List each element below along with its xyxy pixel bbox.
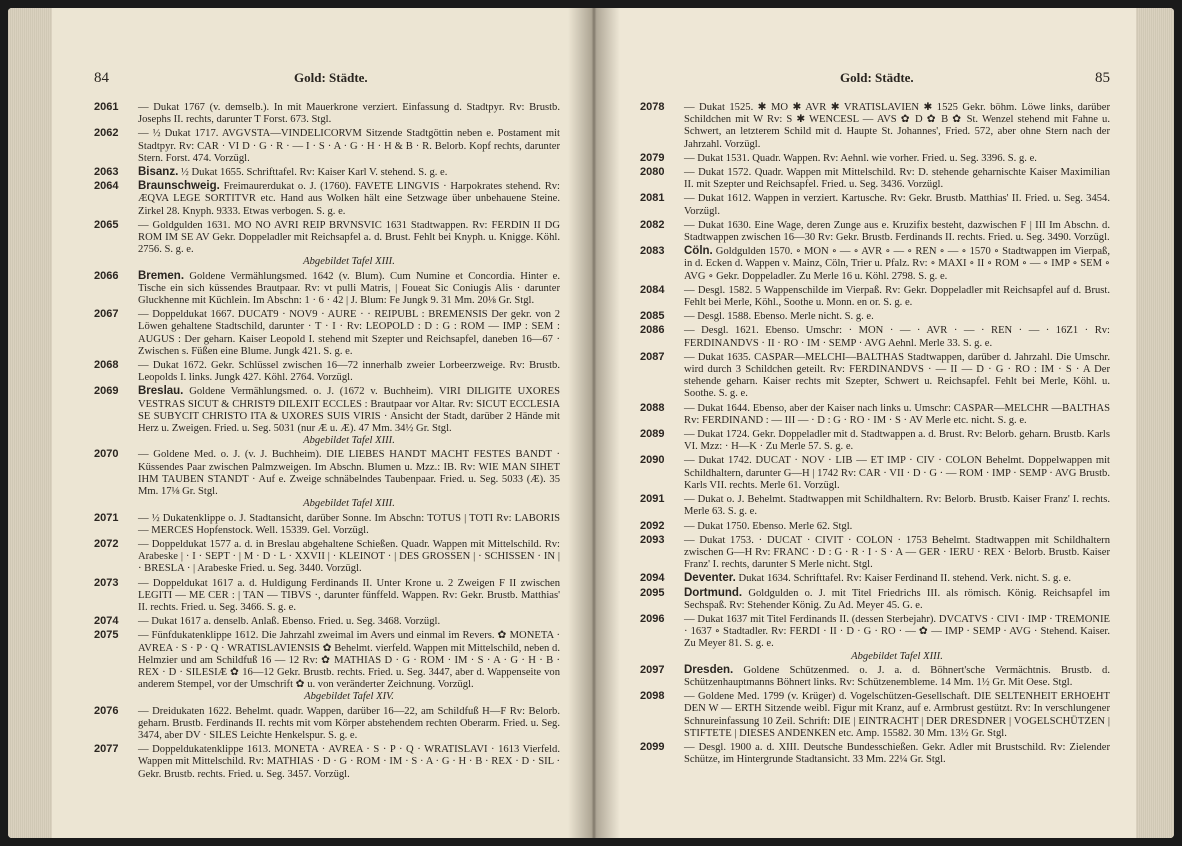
city-name: Bremen. [138, 269, 185, 282]
catalog-entry [94, 512, 560, 537]
catalog-entry [94, 219, 560, 269]
catalog-entry [94, 308, 560, 358]
lot-number: 2098 [640, 690, 665, 703]
catalog-entry [640, 351, 1110, 401]
lot-number: 2070 [94, 448, 119, 461]
lot-number: 2072 [94, 537, 119, 550]
lot-number: 2084 [640, 283, 665, 296]
lot-number: 2076 [94, 704, 119, 717]
lot-number: 2067 [94, 308, 119, 321]
lot-number: 2086 [640, 324, 665, 337]
catalog-entry [640, 428, 1110, 453]
catalog-entry [640, 520, 1110, 533]
lot-number: 2080 [640, 166, 665, 179]
lot-number: 2081 [640, 192, 665, 205]
catalog-entry [94, 180, 560, 218]
city-name: Cöln. [684, 245, 713, 258]
lot-number: 2062 [94, 127, 119, 140]
catalog-entry [94, 385, 560, 447]
lot-number: 2085 [640, 310, 665, 323]
lot-number: 2074 [94, 615, 119, 628]
entry-description: — Dukat o. J. Behelmt. Stadtwappen mit Schildhaltern. Rv: Belorb. Brustb. Kaiser Franz' I. rechts. Merle 63. S. g. e. [684, 494, 1110, 518]
catalog-entry [94, 448, 560, 510]
page-edges-right [1136, 8, 1174, 838]
entry-description: Goldene Vermählungsmed. o. J. (1672 v. Buchheim). VIRI DILIGITE UXORES VESTRAS SICUT & CHRIST9 DILEXIT ECCLES : Brautpaar vor Altar. Rv: SICUT ECCLESIA SE SUBYCIT CHRISTO ITA & UXORES SUIS VIRIS · Ansicht der Stadt, darüber 2 Hände mit Herz u. Zweigen. Fried. u. Seg. 5031 (nur Æ u. Æ). 47 Mm. 34½ Gr. Stgl. [138, 386, 560, 435]
catalog-entry [640, 664, 1110, 689]
lot-number: 2063 [94, 166, 119, 179]
catalog-entry [640, 219, 1110, 244]
entry-description: — Desgl. 1588. Ebenso. Merle nicht. S. g. e. [684, 311, 874, 323]
city-name: Dortmund. [684, 586, 743, 599]
entry-description: — Dukat 1767 (v. demselb.). In mit Mauerkrone verziert. Einfassung d. Stadtpyr. Rv: Brustb. Josephs II. rechts, darunter T Forst. 673. Stgl. [138, 102, 560, 126]
entry-description: — Doppeldukat 1667. DUCAT9 · NOV9 · AURE · · REIPUBL : BREMENSIS Der gekr. von 2 Löwen gehaltene Stadtschild, darunter · T · I · Rv: LEOPOLD : D : G : ROM — IMP : SEM : AUGUS : Der geharn. Kaiser Leopold I. stehend mit Szepter und Reichsapfel, daneben 16—67 · Zwischen s. Füßen eine Blume. Jungk 421. S. g. e. [138, 309, 560, 357]
lot-number: 2073 [94, 576, 119, 589]
left-page [8, 8, 594, 838]
entry-description: Dukat 1634. Schrifttafel. Rv: Kaiser Ferdinand II. stehend. Verk. nicht. S. g. e. [738, 573, 1071, 585]
catalog-entry [640, 284, 1110, 309]
catalog-entry [94, 538, 560, 576]
entry-description: — ½ Dukat 1717. AVGVSTA—VINDELICORVM Sitzende Stadtgöttin neben e. Postament mit Stadtpyr. Rv: CAR · VI D · G · R · — I · S · A · G · H · H & B · R. Belorb. Kopf rechts, darunter Stern. Forst. 474. Vorzügl. [138, 128, 560, 164]
entry-description: Goldene Vermählungsmed. 1642 (v. Blum). Cum Numine et Concordia. Hinter e. Tische ein sich küssendes Brautpaar. Rv: vt pulli Matris, | Foueat Sic Coniugis Alis · darunter Gluckhenne mit Küchlein. Im Abschn: 1 · 6 · 42 | J. Blum: Fe Jungk 9. 31 Mm. 20⅛ Gr. Stgl. [138, 270, 560, 307]
entry-description: — ½ Dukatenklippe o. J. Stadtansicht, darüber Sonne. Im Abschn: TOTUS | TOTI Rv: LABORIS — MERCES Hopfenstock. Well. 15339. Gel. Vorzügl. [138, 512, 560, 536]
plate-reference: Abgebildet Tafel XIII. [851, 650, 943, 662]
catalog-entry [640, 245, 1110, 283]
lot-number: 2061 [94, 101, 119, 113]
entry-description: Goldene Schützenmed. o. J. a. d. Böhnert'sche Vermächtnis. Brustb. d. Schützenhauptmanns Böhnert links. Rv: Schützenembleme. 14 Mm. 1½ Gr. Mit Oese. Stgl. [684, 664, 1110, 688]
right-page-number: 85 [1095, 70, 1110, 86]
book-spread [8, 8, 1174, 838]
entry-description: — Desgl. 1582. 5 Wappenschilde im Vierpaß. Rv: Gekr. Doppeladler mit Reichsapfel auf d. Brust. Fehlt bei Merle, Köhl., Soothe u. Monn. en or. S. g. e. [684, 284, 1110, 309]
lot-number: 2079 [640, 151, 665, 164]
lot-number: 2065 [94, 218, 119, 231]
entry-description: — Goldgulden 1631. MO NO AVRI REIP BRVNSVIC 1631 Stadtwappen. Rv: FERDIN II DG ROM IM SE AV Gekr. Doppeladler mit Reichsapfel a. d. Brust. Fehlt bei Knyph. u. Knigge. Köhl. 2756. S. g. e. [138, 219, 560, 256]
entry-description: — Fünfdukatenklippe 1612. Die Jahrzahl zweimal im Avers und einmal im Revers. ✿ MONETA · AVREA · S · P · Q · WRATISLAVIENSIS ✿ Behelmt. vierfeld. Wappen mit Mittelschild, neben d. Helmzier und am Schildfuß 16 — 12 Rv: ✿ MATHIAS D · G · ROM · IM · S · A · G · H · B · REX · D · SILESIÆ ✿ 16—12 Gekr. Brustb. rechts. Fried. u. Seg. 3447, aber d. Wappenseite von anderem Stempel, vor der Umschrift ✿ u. von veränderter Zeichnung. Vorzügl. [138, 630, 560, 691]
entry-description: ½ Dukat 1655. Schrifttafel. Rv: Kaiser Karl V. stehend. S. g. e. [180, 167, 448, 179]
catalog-entry [94, 166, 560, 179]
lot-number: 2078 [640, 101, 665, 113]
entry-description: — Dukat 1630. Eine Wage, deren Zunge aus e. Kruzifix besteht, dazwischen F | III Im Abschn. d. Stadtwappen zwischen 16—30 Rv: Gekr. Brustb. Ferdinands II. rechts. Fried. u. Seg. 3490. Vorzügl. [684, 219, 1110, 244]
city-name: Braunschweig. [138, 180, 220, 193]
lot-number: 2093 [640, 533, 665, 546]
catalog-entry [94, 270, 560, 308]
catalog-entry [94, 629, 560, 703]
lot-number: 2094 [640, 572, 665, 585]
entry-description: — Dukat 1742. DUCAT · NOV · LIB — ET IMP · CIV · COLON Behelmt. Doppelwappen mit Schildhaltern, darunter G—H | 1742 Rv: CAR · VII · D · G · — ROM · IMP · SEMP · AVG Brustb. Karls VII. rechts. Merle 61. Vorzügl. [684, 455, 1110, 491]
entry-description: Goldgulden 1570. ∘ MON ∘ — ∘ AVR ∘ — ∘ REN ∘ — ∘ 1570 ∘ Stadtwappen im Vierpaß, in d. Ecken d. Wappen v. Mainz, Cöln, Trier u. Pfalz. Rv: ∘ MAXI ∘ II ∘ ROM ∘ — ∘ IMP ∘ SEM ∘ AVG ∘ Gekr. Doppeladler. Zu Merle 16 u. Köhl. 2798. S. g. e. [684, 246, 1110, 282]
lot-number: 2088 [640, 401, 665, 414]
catalog-entry [640, 587, 1110, 612]
entry-description: — Dukat 1572. Quadr. Wappen mit Mittelschild. Rv: D. stehende geharnischte Kaiser Maximilian II. mit Szepter und Reichsapfel. Fried. u. Seg. 3436. Vorzügl. [684, 167, 1110, 191]
city-name: Deventer. [684, 572, 736, 585]
lot-number: 2087 [640, 350, 665, 363]
entry-description: — Dukat 1672. Gekr. Schlüssel zwischen 16—72 innerhalb zweier Lorbeerzweige. Rv: Brustb. Leopolds I. links. Jungk 427. Köhl. 2764. Vorzügl. [138, 360, 560, 384]
city-name: Bisanz. [138, 166, 179, 179]
catalog-entry [94, 577, 560, 615]
lot-number: 2064 [94, 180, 119, 193]
entry-description: Freimaurerdukat o. J. (1760). FAVETE LINGVIS · Harpokrates stehend. Rv: ÆQVA LEGE SORTITVR etc. Hand aus Wolken hält eine Setzwage über unbehauene Steine. Zirkel 28. Knyph. 9333. Etwas verbogen. S. g. e. [138, 181, 560, 217]
catalog-entry [640, 310, 1110, 323]
catalog-entry [640, 192, 1110, 217]
entry-description: — Doppeldukat 1577 a. d. in Breslau abgehaltene Schießen. Quadr. Wappen mit Mittelschild. Rv: Arabeske | · I · SEPT · | M · D · L · XXVII | · KLEINOT · | DES GROSSEN | · SCHISSEN · IN | · BRESLA · | Arabeske Fried. u. Seg. 3440. Vorzügl. [138, 538, 560, 575]
page-edges-left [8, 8, 52, 838]
catalog-entry [640, 493, 1110, 518]
entry-description: Goldgulden o. J. mit Titel Friedrichs III. als römisch. König. Reichsapfel im Sechspaß. Rv: Stehender König. Zu Ad. Meyer 45. G. e. [684, 587, 1110, 611]
lot-number: 2099 [640, 740, 665, 753]
entry-description: — Desgl. 1900 a. d. XIII. Deutsche Bundesschießen. Gekr. Adler mit Brustschild. Rv: Zielender Schütze, im Hintergrunde Stadtansicht. 33 Mm. 22¼ Gr. Stgl. [684, 741, 1110, 766]
plate-reference: Abgebildet Tafel XIII. [303, 498, 395, 510]
city-name: Breslau. [138, 385, 184, 398]
left-running-head: Gold: Städte. [294, 70, 368, 85]
entry-description: — Dukat 1531. Quadr. Wappen. Rv: Aehnl. wie vorher. Fried. u. Seg. 3396. S. g. e. [684, 152, 1037, 164]
lot-number: 2089 [640, 428, 665, 441]
catalog-entry [640, 166, 1110, 191]
entry-description: — Dukat 1753. · DUCAT · CIVIT · COLON · 1753 Behelmt. Stadtwappen mit Schildhaltern zwischen G—H Rv: FRANC · D : G · R · I · S · A — GER · IERU · REX · Belorb. Brustb. Kaiser Franz' I. rechts, darunter S Merle nicht. Stgl. [684, 534, 1110, 571]
lot-number: 2096 [640, 612, 665, 625]
lot-number: 2066 [94, 269, 119, 282]
catalog-entry [640, 402, 1110, 427]
entry-description: — Dreidukaten 1622. Behelmt. quadr. Wappen, darüber 16—22, am Schildfuß H—F Rv: Belorb. geharn. Brustb. Ferdinands II. rechts mit vom Körper abstehendem rechten Oberarm. Fried. u. Seg. 3474, aber DV · SILES Leichte Henkelspur. S. g. e. [138, 705, 560, 741]
lot-number: 2077 [94, 743, 119, 756]
catalog-entry [94, 101, 560, 126]
catalog-entry [640, 101, 1110, 151]
lot-number: 2091 [640, 493, 665, 506]
catalog-entry [640, 152, 1110, 165]
lot-number: 2090 [640, 454, 665, 467]
lot-number: 2082 [640, 218, 665, 231]
catalog-entry [94, 743, 560, 781]
lot-number: 2092 [640, 519, 665, 532]
catalog-entry [94, 615, 560, 628]
lot-number: 2068 [94, 359, 119, 372]
entry-description: — Doppeldukat 1617 a. d. Huldigung Ferdinands II. Unter Krone u. 2 Zweigen F II zwischen LEGITI — ME CER : | TAN — TIBVS ·, darunter fünffeld. Wappen. Rv: Gekr. Brustb. Matthias' II. rechts. Fried. u. Seg. 3466. S. g. e. [138, 577, 560, 613]
entry-description: — Dukat 1525. ✱ MO ✱ AVR ✱ VRATISLAVIEN ✱ 1525 Gekr. böhm. Löwe links, darüber Schildchen mit W Rv: S ✱ WENCESL — AVS ✿ D ✿ B ✿ St. Wenzel stehend mit Fahne u. Schwert, an letzterem Schild mit d. Haupte St. Johannes', Fried. 572, aber ohne Stern nach der Jahrzahl. Vorzügl. [684, 102, 1110, 150]
entry-description: — Goldene Med. 1799 (v. Krüger) d. Vogelschützen-Gesellschaft. DIE SELTENHEIT ERHOEHT DEN W — ERTH Sitzende weibl. Figur mit Kranz, auf e. Armbrust gestützt. Rv: In verschlungener Schnureinfassung 10 Zeil. Schrift: DIE | EINTRACHT | DER DRESDNER | VOGELSCHÜTZEN | STIFTETE | DIESES ANDENKEN etc. Amp. 15582. 30 Mm. 13½ Gr. Stgl. [684, 691, 1110, 739]
catalog-entry [94, 359, 560, 384]
entry-description: — Dukat 1637 mit Titel Ferdinands II. (dessen Sterbejahr). DVCATVS · CIVI · IMP · TREMONIE · 1637 ∘ Stadtadler. Rv: FERDI · II · D · G · RO · — ✿ — IMP · SEMP · AVG · Stehend. Kaiser. Zu Meyer 81. S. g. e. [684, 613, 1110, 650]
catalog-entry [94, 127, 560, 165]
right-page [594, 8, 1174, 838]
city-name: Dresden. [684, 663, 734, 676]
lot-number: 2071 [94, 511, 119, 524]
lot-number: 2075 [94, 629, 119, 642]
lot-number: 2083 [640, 245, 665, 258]
plate-reference: Abgebildet Tafel XIV. [304, 691, 394, 703]
catalog-entry [640, 454, 1110, 492]
entry-description: — Desgl. 1621. Ebenso. Umschr: · MON · — · AVR · — · REN · — · 16Z1 · Rv: FERDINANDVS · II · RO · IM · SEMP · AVG Aehnl. Merle 33. S. g. e. [684, 325, 1110, 349]
catalog-entry [640, 324, 1110, 349]
right-running-head: Gold: Städte. [840, 70, 914, 85]
entry-description: — Dukat 1635. CASPAR—MELCHI—BALTHAS Stadtwappen, darüber d. Jahrzahl. Die Umschr. wird durch 3 Schildchen geteilt. Rv: FERDINANDVS · — II — D · G · RO : IM · S · A Der stehende geharn. Kaiser rechts mit Szepter, Schwert u. Reichsapfel. Fehlt bei Merle, Köhl. u. Soothe. S. g. e. [684, 351, 1110, 400]
catalog-entry [94, 705, 560, 743]
catalog-entry [640, 572, 1110, 585]
entry-description: — Dukat 1644. Ebenso, aber der Kaiser nach links u. Umschr: CASPAR—MELCHR —BALTHAS Rv: FERDINAND : — III — · D : G · RO · IM · S · AV Merle etc. nicht. S. g. e. [684, 402, 1110, 426]
catalog-entry [640, 613, 1110, 663]
lot-number: 2069 [94, 385, 119, 398]
plate-reference: Abgebildet Tafel XIII. [303, 435, 395, 447]
lot-number: 2095 [640, 586, 665, 599]
entry-description: — Goldene Med. o. J. (v. J. Buchheim). DIE LIEBES HANDT MACHT FESTES BANDT · Küssendes Paar zwischen Palmzweigen. Im Abschn. Blumen u. Mzz.: IB. Rv: WIE MAN SIHET IHM TAUBEN STANDT · Auf e. Zweige schnäbelndes Taubenpaar. Fried. u. Seg. 5033 (Æ). 35 Mm. 17⅛ Gr. Stgl. [138, 449, 560, 498]
entry-description: — Dukat 1724. Gekr. Doppeladler mit d. Stadtwappen a. d. Brust. Rv: Belorb. geharn. Brustb. Karls VI. Mzz: · H—K · Zu Merle 57. S. g. e. [684, 429, 1110, 453]
catalog-entry [640, 534, 1110, 572]
lot-number: 2097 [640, 663, 665, 676]
left-page-number: 84 [94, 70, 109, 86]
entry-description: — Dukat 1612. Wappen in verziert. Kartusche. Rv: Gekr. Brustb. Matthias' II. Fried. u. Seg. 3454. Vorzügl. [684, 193, 1110, 217]
catalog-entry [640, 741, 1110, 766]
plate-reference: Abgebildet Tafel XIII. [303, 256, 395, 268]
right-column [640, 101, 1110, 767]
entry-description: — Dukat 1750. Ebenso. Merle 62. Stgl. [684, 520, 853, 532]
entry-description: — Dukat 1617 a. denselb. Anlaß. Ebenso. Fried. u. Seg. 3468. Vorzügl. [138, 616, 441, 628]
left-column [94, 101, 560, 782]
catalog-entry [640, 690, 1110, 740]
entry-description: — Doppeldukatenklippe 1613. MONETA · AVREA · S · P · Q · WRATISLAVI · 1613 Vierfeld. Wappen mit Mittelschild. Rv: MATHIAS · D · G · ROM · IM · S · A · G · H · B · REX · D · SIL · Gekr. Brustb. rechts. Fried. u. Seg. 3457. Vorzügl. [138, 744, 560, 780]
